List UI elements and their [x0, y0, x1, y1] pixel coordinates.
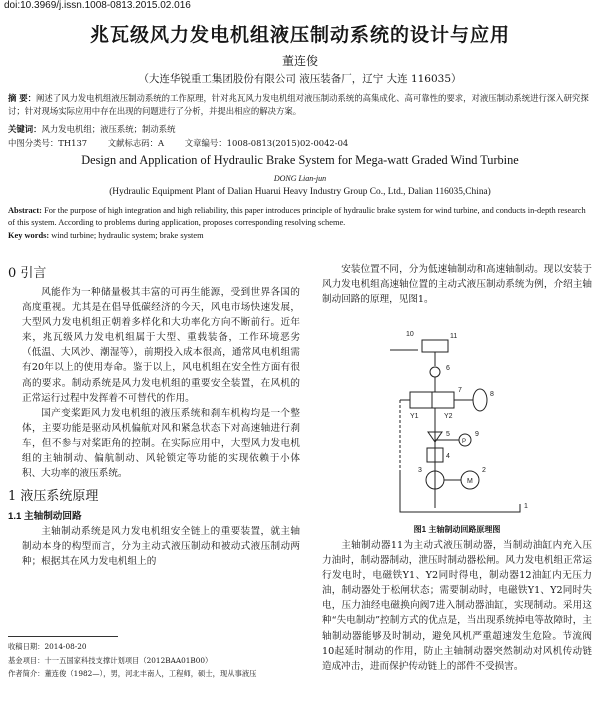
- fig-label-3: 3: [418, 467, 422, 474]
- abstract-cn: [8, 92, 593, 117]
- keywords-en-label: Key words:: [8, 231, 50, 240]
- clc-number: 中图分类号：TH137: [8, 138, 88, 148]
- section-1-1-paragraph: 主轴制动系统是风力发电机组安全链上的重要装置，就主轴制动本身的构型而言，分为主动式液压制动和被动式液压制动两种；根据其在风力发电机组上的: [22, 526, 300, 568]
- intro-paragraph-2: 国产变桨距风力发电机组的液压系统和刹车机构均是一个整体，主要功能是驱动风机偏航对风和紧急状态下对高速轴进行刹车，但不参与对桨距角的控制。在实际应用中，大型风力发电机组的主轴制动、偏航制动、风轮锁定等功能的实现依赖于小体积、大功率的液压系统。: [22, 407, 300, 480]
- keywords-en-text: wind turbine; hydraulic system; brake system: [49, 231, 204, 240]
- fig-label-9: 9: [475, 431, 479, 438]
- fig-label-m: M: [467, 478, 473, 485]
- fig-label-2: 2: [482, 467, 486, 474]
- affiliation: （大连华锐重工集团股份有限公司 液压装备厂，辽宁 大连 116035）: [138, 73, 462, 85]
- right-paragraph-0: 安装位置不同，分为低速轴制动和高速轴制动。现以安装于风力发电机组高速轴位置的主动式液压制动系统为例，介绍主轴制动回路的原理，见图1。: [322, 264, 592, 306]
- classification-row: [8, 137, 593, 149]
- abstract-en: [8, 205, 593, 229]
- footnotes: [8, 640, 298, 681]
- paper-title: 兆瓦级风力发电机组液压制动系统的设计与应用: [89, 24, 510, 46]
- doi-line: doi:10.3969/j.issn.1008-0813.2015.02.016: [4, 0, 191, 11]
- right-paragraph-1: 主轴制动器11为主动式液压制动器，当制动油缸内充入压力油时，制动器制动，泄压时制动器松闸。风力发电机组正常运行发电时，电磁铁Y1、Y2同时得电，制动器12油缸内无压力油，制动器处于松闸状态；需要制动时，电磁铁Y1、Y2同时失电，压力油经电磁换向阀7进入制动器油缸，实现制动。采用这种“失电制动”控制方式的优点是，当出现系统掉电等故障时，主轴制动器能够及时制动，避免风机严重超速发生危险。节流阀10起延时制动的作用，防止主轴制动器突然制动对风机传动链造成冲击，进而保护传动链上的部件不受损害。: [322, 540, 592, 672]
- section-1-1-heading: 1.1 主轴制动回路: [8, 511, 82, 523]
- author-name-en: DONG Lian-jun: [273, 174, 327, 183]
- fig-label-7: 7: [458, 387, 462, 394]
- abstract-cn-label: 摘 要：: [8, 93, 37, 103]
- paper-title-en: Design and Application of Hydraulic Brake System for Mega-watt Graded Wind Turbine: [81, 153, 519, 167]
- figure-1-schematic: [370, 322, 550, 520]
- directional-valve-left: [410, 392, 432, 408]
- oil-tank-shape: [400, 504, 520, 512]
- footnote-received: 收稿日期：2014-08-20: [8, 642, 87, 651]
- footnote-rule: [8, 636, 118, 637]
- fig-label-4: 4: [446, 453, 450, 460]
- right-column-top: [322, 262, 592, 307]
- abstract-cn-text: 阐述了风力发电机组液压制动系统的工作原理，针对兆瓦风力发电机组对液压制动系统的高集成化、高可靠性的要求，对液压制动系统进行深入研究探讨；针对现场实际应用中存在出现的问题进行了分析，并提出相应的解决方案。: [8, 93, 589, 116]
- directional-valve-right: [432, 392, 454, 408]
- keywords-cn-label: 关键词：: [8, 124, 42, 134]
- figure-1-caption: 图1 主轴制动回路原理图: [413, 525, 501, 534]
- fig-label-8: 8: [490, 391, 494, 398]
- abstract-en-label: Abstract:: [8, 206, 42, 215]
- throttle-valve-shape: [430, 367, 440, 377]
- fig-label-11: 11: [450, 333, 458, 340]
- fig-label-5: 5: [446, 431, 450, 438]
- fig-label-y2: Y2: [444, 413, 453, 420]
- fig-label-p: P: [462, 439, 467, 445]
- left-column: [8, 262, 300, 570]
- keywords-cn: [8, 123, 176, 135]
- fig-label-6: 6: [446, 365, 450, 372]
- affiliation-en: (Hydraulic Equipment Plant of Dalian Huarui Heavy Industry Group Co., Ltd., Dalian 116035,China): [109, 187, 491, 197]
- intro-paragraph-1: 风能作为一种储量极其丰富的可再生能源，受到世界各国的高度重视。尤其是在倡导低碳经济的今天，风电市场快速发展，大型风力发电机组正朝着多样化和大功率化方向不断前行。近年来，兆瓦级风力发电机组属于大型、重载装备，工作环境恶劣（低温、大风沙、潮湿等），前期投入成本很高，通常风电机组需有20年以上的使用寿命。鉴于以上，风电机组在安全性方面有很高的要求。制动系统是风力发电机组的重要安全装置，在风机的正常运行过程中发挥着不可替代的作用。: [22, 287, 300, 404]
- brake-cylinder-shape: [422, 340, 448, 352]
- right-column-bottom: [322, 538, 592, 674]
- keywords-en: [8, 231, 204, 240]
- section-1-heading: 1 液压系统原理: [8, 489, 99, 505]
- fig-label-1: 1: [524, 503, 528, 510]
- document-code: 文献标志码：A: [107, 138, 165, 148]
- footnote-bio: 作者简介：董连俊（1982—），男，河北丰南人，工程师，硕士，现从事液压: [8, 669, 257, 679]
- footnote-fund: 基金项目：十一五国家科技支撑计划项目（2012BAA01B00）: [8, 655, 213, 665]
- article-number: 文章编号：1008-0813(2015)02-0042-04: [184, 138, 349, 148]
- accumulator-shape: [473, 389, 487, 411]
- fig-label-10: 10: [406, 331, 414, 338]
- author-name: 董连俊: [281, 54, 318, 68]
- fig-label-y1: Y1: [410, 413, 419, 420]
- abstract-en-text: For the purpose of high integration and high reliability, this paper introduces principle of hydraulic brake system for wind turbine, and conducts in-depth research of this system. According to problems during application, proposes corresponding resolving scheme.: [8, 206, 586, 227]
- intro-heading: 0 引言: [8, 266, 47, 281]
- keywords-cn-text: 风力发电机组；液压系统；制动系统: [41, 124, 176, 134]
